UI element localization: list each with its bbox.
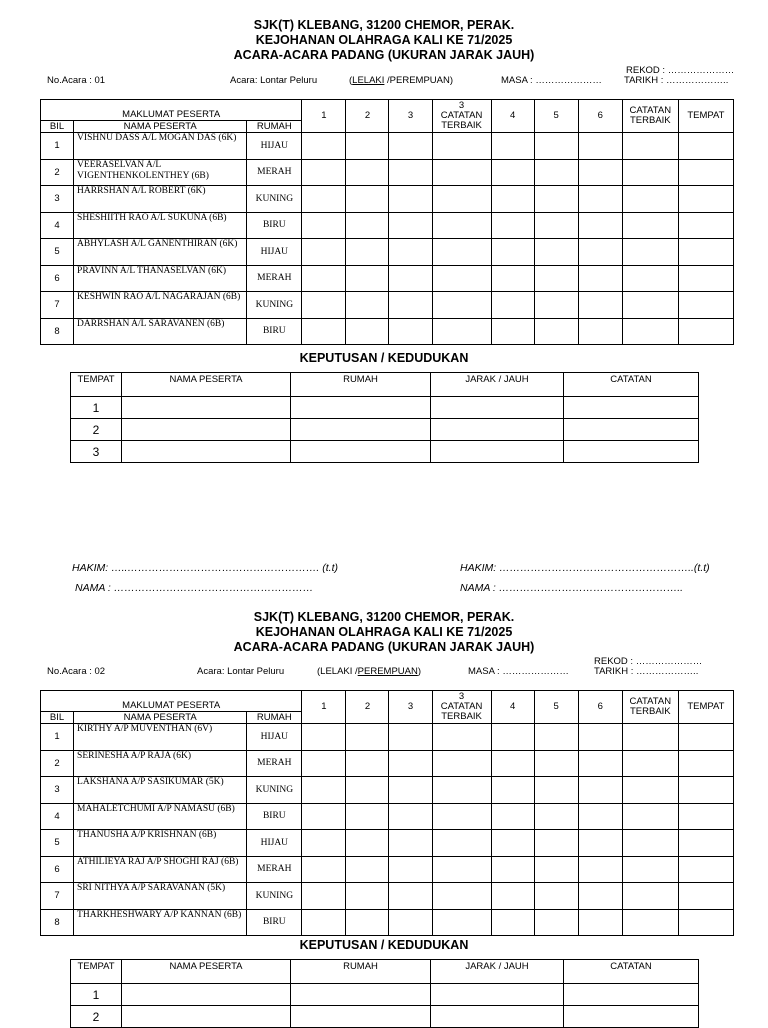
participant-name: MAHALETCHUMI A/P NAMASU (6B) [74,803,247,830]
table-row: 1 VISHNU DASS A/L MOGAN DAS (6K) HIJAU [41,133,734,160]
bil-header: BIL [41,121,74,133]
tempat-header: TEMPAT [678,100,733,133]
jarak-header: JARAK / JAUH [431,960,564,984]
participant-house: HIJAU [247,239,302,266]
table-row: 2 SERINESHA A/P RAJA (6K) MERAH [41,750,734,777]
rumah-header: RUMAH [291,960,431,984]
meta-row [0,655,768,685]
result-table-01 [70,372,699,463]
acara-name: Acara: Lontar Peluru [230,75,318,86]
table-row: 6 PRAVINN A/L THANASELVAN (6K) MERAH [41,265,734,292]
table-row: 3 [71,441,699,463]
table-row: 7 SRI NITHYA A/P SARAVANAN (5K) KUNING [41,883,734,910]
masa-field: MASA : ………………… [468,666,569,677]
participant-name: DARRSHAN A/L SARAVANEN (6B) [74,318,247,345]
tempat-header: TEMPAT [71,960,122,984]
no-acara: No.Acara : 02 [47,666,106,677]
attempt-1-header: 1 [302,691,346,724]
entry-sheet-02 [0,610,768,685]
table-row: 4 SHESHIITH RAO A/L SUKUNA (6B) BIRU [41,212,734,239]
participant-name: KIRTHY A/P MUVENTHAN (6V) [74,724,247,751]
event-title: KEJOHANAN OLAHRAGA KALI KE 71/2025 [255,625,513,639]
nama-header: NAMA PESERTA [74,712,247,724]
attempt-5-header: 5 [534,691,578,724]
attempt-5-header: 5 [534,100,578,133]
participant-house: HIJAU [247,724,302,751]
table-row: 2 [71,419,699,441]
rekod-field: REKOD : ………………… [626,65,735,76]
participant-house: MERAH [247,856,302,883]
participant-name: ATHILIEYA RAJ A/P SHOGHI RAJ (6B) [74,856,247,883]
gender-perempuan: PEREMPUAN [389,75,450,86]
participant-house: MERAH [247,750,302,777]
nama-right-field: NAMA : …………………………………………….. [460,582,684,594]
rumah-header: RUMAH [247,712,302,724]
rumah-header: RUMAH [291,373,431,397]
attempt-1-header: 1 [302,100,346,133]
best-after-3-header: 3 CATATAN TERBAIK [432,691,491,724]
participant-house: HIJAU [247,133,302,160]
nama-header: NAMA PESERTA [122,373,291,397]
school-title: SJK(T) KLEBANG, 31200 CHEMOR, PERAK. [253,610,515,624]
participant-house: BIRU [247,318,302,345]
hakim-right-signature: HAKIM: ………………………………………………..(t.t) [460,562,710,574]
participant-house: BIRU [247,803,302,830]
maklumat-header: MAKLUMAT PESERTA [41,691,302,712]
best-record-header: CATATAN TERBAIK [622,691,678,724]
table-row: 4 MAHALETCHUMI A/P NAMASU (6B) BIRU [41,803,734,830]
participant-house: BIRU [247,909,302,936]
participant-name: SHESHIITH RAO A/L SUKUNA (6B) [74,212,247,239]
table-row: 7 KESHWIN RAO A/L NAGARAJAN (6B) KUNING [41,292,734,319]
keputusan-title-01: KEPUTUSAN / KEDUDUKAN [299,351,469,365]
table-row: 5 THANUSHA A/P KRISHNAN (6B) HIJAU [41,830,734,857]
table-row: 8 DARRSHAN A/L SARAVANEN (6B) BIRU [41,318,734,345]
table-row: 1 KIRTHY A/P MUVENTHAN (6V) HIJAU [41,724,734,751]
participant-house: HIJAU [247,830,302,857]
participant-name: KESHWIN RAO A/L NAGARAJAN (6B) [74,292,247,319]
bil-header: BIL [41,712,74,724]
table-row: 5 ABHYLASH A/L GANENTHIRAN (6K) HIJAU [41,239,734,266]
event-title: KEJOHANAN OLAHRAGA KALI KE 71/2025 [255,33,513,47]
participant-house: KUNING [247,186,302,213]
gender-selector: (LELAKI /PEREMPUAN) [349,75,454,86]
tempat-header: TEMPAT [71,373,122,397]
best-after-3-header: 3 CATATAN TERBAIK [432,100,491,133]
result-table-02 [70,959,699,1028]
table-row: 2 VEERASELVAN A/L VIGENTHENKOLENTHEY (6B) MERAH [41,159,734,186]
masa-field: MASA : ………………… [501,75,602,86]
attempt-2-header: 2 [346,100,389,133]
gender-lelaki: LELAKI [320,666,353,677]
gender-selector: (LELAKI /PEREMPUAN) [317,666,422,677]
attempt-4-header: 4 [491,691,534,724]
table-row: 3 HARRSHAN A/L ROBERT (6K) KUNING [41,186,734,213]
no-acara: No.Acara : 01 [47,75,106,86]
catatan-header: CATATAN [564,373,699,397]
participant-name: LAKSHANA A/P SASIKUMAR (5K) [74,777,247,804]
participant-table-02 [40,690,734,936]
table-row: 8 THARKHESHWARY A/P KANNAN (6B) BIRU [41,909,734,936]
catatan-header: CATATAN [564,960,699,984]
participant-house: KUNING [247,292,302,319]
participant-name: ABHYLASH A/L GANENTHIRAN (6K) [74,239,247,266]
nama-header: NAMA PESERTA [74,121,247,133]
gender-perempuan-selected: PEREMPUAN [357,666,418,677]
hakim-left-signature: HAKIM: …..………………………………………………. (t.t) [72,562,339,574]
acara-name: Acara: Lontar Peluru [197,666,285,677]
attempt-6-header: 6 [578,100,622,133]
table-row: 1 [71,984,699,1006]
nama-header: NAMA PESERTA [122,960,291,984]
participant-name: THANUSHA A/P KRISHNAN (6B) [74,830,247,857]
sheet-header [0,18,768,63]
participant-name: VEERASELVAN A/L VIGENTHENKOLENTHEY (6B) [74,159,247,186]
nama-left-field: NAMA : ………………………………………………… [75,582,314,594]
participant-house: KUNING [247,777,302,804]
meta-row [0,63,768,93]
school-title: SJK(T) KLEBANG, 31200 CHEMOR, PERAK. [253,18,515,32]
participant-name: VISHNU DASS A/L MOGAN DAS (6K) [74,133,247,160]
rumah-header: RUMAH [247,121,302,133]
gender-lelaki-selected: LELAKI [352,75,385,86]
table-row: 6 ATHILIEYA RAJ A/P SHOGHI RAJ (6B) MERAH [41,856,734,883]
rekod-field: REKOD : ………………… [594,656,703,667]
participant-house: MERAH [247,159,302,186]
participant-house: KUNING [247,883,302,910]
table-row: 2 [71,1006,699,1028]
keputusan-title-02: KEPUTUSAN / KEDUDUKAN [299,938,469,952]
attempt-3-header: 3 [389,100,432,133]
participant-house: BIRU [247,212,302,239]
participant-name: PRAVINN A/L THANASELVAN (6K) [74,265,247,292]
table-row: 3 LAKSHANA A/P SASIKUMAR (5K) KUNING [41,777,734,804]
participant-table-01 [40,99,734,345]
tarikh-field: TARIKH : ……………….. [594,666,699,677]
participant-name: THARKHESHWARY A/P KANNAN (6B) [74,909,247,936]
attempt-6-header: 6 [578,691,622,724]
sheet-header [0,610,768,655]
table-row: 1 [71,397,699,419]
entry-sheet-01 [0,18,768,93]
tarikh-field: TARIKH : ……………….. [624,75,729,86]
participant-name: HARRSHAN A/L ROBERT (6K) [74,186,247,213]
category-title: ACARA-ACARA PADANG (UKURAN JARAK JAUH) [233,640,535,654]
category-title: ACARA-ACARA PADANG (UKURAN JARAK JAUH) [233,48,535,62]
maklumat-header: MAKLUMAT PESERTA [41,100,302,121]
tempat-header: TEMPAT [678,691,733,724]
participant-house: MERAH [247,265,302,292]
attempt-3-header: 3 [389,691,432,724]
participant-name: SRI NITHYA A/P SARAVANAN (5K) [74,883,247,910]
best-record-header: CATATAN TERBAIK [622,100,678,133]
attempt-2-header: 2 [346,691,389,724]
attempt-4-header: 4 [491,100,534,133]
participant-name: SERINESHA A/P RAJA (6K) [74,750,247,777]
jarak-header: JARAK / JAUH [431,373,564,397]
